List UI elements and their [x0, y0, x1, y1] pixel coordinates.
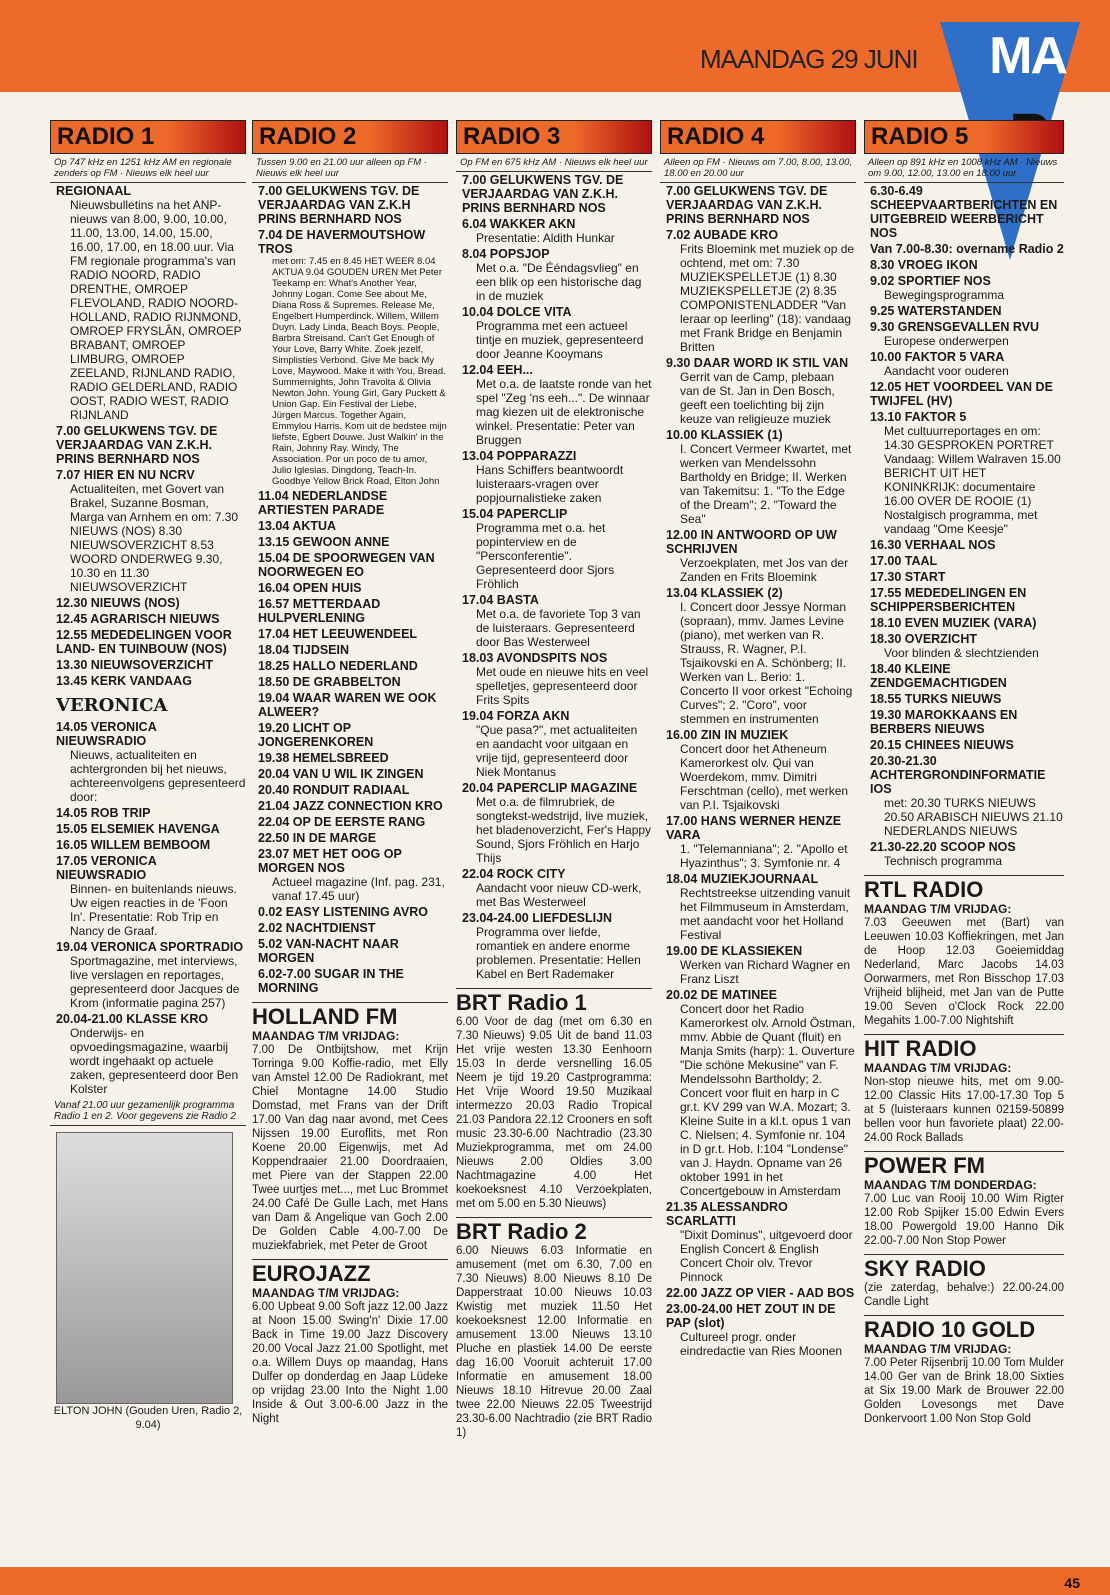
program-description: Nieuws, actualiteiten en achtergronden bij het nieuws, achtereenvolgens gepresenteerd door:: [70, 748, 246, 804]
program-title: 13.04 AKTUA: [258, 519, 337, 533]
program-entry: [660, 1199, 856, 1285]
program-title: 6.30-6.49 SCHEEPVAARTBERICHTEN EN UITGEBREID WEERBERICHT NOS: [870, 184, 1058, 240]
program-title: 16.57 METTERDAAD HULPVERLENING: [258, 597, 381, 625]
program-title: 17.30 START: [870, 570, 946, 584]
program-title: 21.30-22.20 SCOOP NOS: [870, 840, 1016, 854]
program-entry: [864, 753, 1064, 839]
column-header: [864, 120, 1064, 154]
program-title: 18.04 MUZIEKJOURNAAL: [666, 872, 819, 886]
program-entry: [252, 920, 448, 936]
program-description: Actualiteiten, met Govert van Brakel, Suzanne Bosman, Marga van Arnhem en om: 7.30 NIEUWS (NOS) 8.30 NIEUWSOVERZICHT 8.53 WOORD ONDERWEG 9.30, 10.30 en 11.30 NIEUWSOVERZICHT: [70, 482, 239, 594]
program-title: 13.45 KERK VANDAAG: [56, 674, 192, 688]
station-info: Op FM en 675 kHz AM · Nieuws elk heel uur: [456, 154, 652, 172]
program-entry: [456, 448, 652, 506]
program-entry: [456, 246, 652, 304]
station-title: BRT Radio 1: [456, 988, 652, 1015]
program-entry: [864, 615, 1064, 631]
station-schedule: 6.00 Nieuws 6.03 Informatie en amusement (met om 6.30, 7.00 en 7.30 Nieuws) 8.00 Nieuws 8.10 De Dapperstraat 10.00 Nieuws 10.03 Kwistig met muziek 11.50 Het koekoeksnest 12.00 Informatie en amusement 13.00 Nieuws 13.10 Pluche en plastiek 14.00 De eerste dag 16.00 Vooruit achteruit 17.00 Informatie en amusement 18.00 Nieuws 18.10 Hitrevue 20.00 Zaal twee 22.00 Nieuws 22.05 Tweestrijd 23.30-6.00 Nachtradio (zie BRT Radio 1): [456, 1245, 652, 1439]
program-title: 18.30 OVERZICHT: [870, 632, 977, 646]
program-description: Binnen- en buitenlands nieuws. Uw eigen reacties in de 'Foon In'. Presentatie: Rob Trip en Nancy de Graaf.: [70, 882, 237, 938]
program-entry: [864, 707, 1064, 737]
program-description: Met oude en nieuwe hits en veel spelletjes, gepresenteerd door Frits Spits: [476, 665, 649, 707]
program-entry: [864, 661, 1064, 691]
column-title: RADIO 1: [57, 123, 155, 150]
program-description: Concert door het Radio Kamerorkest olv. Arnold Östman, mmv. Abbie de Quant (fluit) en Manja Smits (harp): 1. Ouverture "Die schöne Mekusine" van F. Mendelssohn Bartholdy; 2. Concert voor fluit en harp in C gr.t. KV 299 van W.A. Mozart; 3. Kleine Suite in a kl.t. opus 1 van C. Nielsen; 4. Symfonie nr. 104 in D gr.t. Hob. I:104 "Londense" van J. Haydn. Opname van 26 oktober 1991 in het Concertgebouw in Amsterdam: [680, 1002, 856, 1198]
program-title: 15.05 ELSEMIEK HAVENGA: [56, 822, 220, 836]
program-entry: [456, 866, 652, 910]
column-title: RADIO 5: [871, 123, 969, 150]
program-title: 12.45 AGRARISCH NIEUWS: [56, 612, 220, 626]
program-description: met: 20.30 TURKS NIEUWS 20.50 ARABISCH NIEUWS 21.10 NEDERLANDS NIEUWS: [884, 796, 1063, 838]
column-radio3: [456, 120, 652, 1440]
program-entry: [660, 727, 856, 813]
program-title: 9.02 SPORTIEF NOS: [870, 274, 991, 288]
program-title: 22.50 IN DE MARGE: [258, 831, 377, 845]
program-title: 17.04 HET LEEUWENDEEL: [258, 627, 418, 641]
program-entry: [50, 1011, 246, 1097]
photo-caption: ELTON JOHN (Gouden Uren, Radio 2, 9.04): [53, 1405, 243, 1431]
program-title: 10.00 KLASSIEK (1): [666, 428, 783, 442]
program-description: Onderwijs- en opvoedingsmagazine, waarbij wordt ingehaakt op actuele zaken, gepresenteerd door Ben Kolster: [70, 1026, 239, 1096]
program-title: 7.02 AUBADE KRO: [666, 228, 779, 242]
program-entry: [252, 966, 448, 996]
program-entry: [864, 379, 1064, 409]
program-entry: [252, 518, 448, 534]
station-schedule: 7.00 De Ontbijtshow, met Krijn Torringa 9.00 Koffie-radio, met Elly van Amstel 12.00 De Radiokrant, met Chiel Montagne 14.00 Studio Domstad, met Frans van der Drift 17.00 Van dag naar avond, met Cees Nijssen 19.00 Euroflits, met Ron Koene 20.00 Eigenwijs, met Ad Koppendraaier 21.00 Doordraaien, met Piere van der Stappen 22.00 Twee uurtjes met..., met Luc Brommet 24.00 Café De Gulle Lach, met Hans van Dam & Angelique van Goch 2.00 De Golden Cable 4.00-7.00 De muziekfabriek, met Peter de Groot: [252, 1044, 448, 1252]
program-title: 18.04 TIJDSEIN: [258, 643, 350, 657]
program-title: 9.25 WATERSTANDEN: [870, 304, 1002, 318]
program-entry: [864, 241, 1064, 257]
station-schedule-label: MAANDAG T/M VRIJDAG:: [252, 1029, 400, 1043]
program-title: 14.05 ROB TRIP: [56, 806, 151, 820]
column-radio4: [660, 120, 856, 1359]
program-entry: [660, 943, 856, 987]
program-description: Met cultuurreportages en om: 14.30 GESPROKEN PORTRET Vandaag: Willem Walraven 15.00 BERICHT UIT HET KONINKRIJK: documentaire 16.00 OVER DE ROOIE (1) Nostalgisch programma, met vandaag "Ome Keesje": [884, 424, 1061, 536]
station-schedule-label: MAANDAG T/M VRIJDAG:: [252, 1286, 400, 1300]
program-title: 22.04 OP DE EERSTE RANG: [258, 815, 426, 829]
program-description: Technisch programma: [884, 854, 1003, 868]
program-description: Concert door het Atheneum Kamerorkest olv. Qui van Woerdekom, mmv. Dimitri Ferschtman (cello), met werken van P.I. Tsjaikovski: [680, 742, 849, 812]
program-entry: [660, 585, 856, 727]
program-title: 10.00 FAKTOR 5 VARA: [870, 350, 1005, 364]
program-title: 18.25 HALLO NEDERLAND: [258, 659, 418, 673]
program-title: 5.02 VAN-NACHT NAAR MORGEN: [258, 937, 399, 965]
program-title: 2.02 NACHTDIENST: [258, 921, 376, 935]
program-title: 7.07 HIER EN NU NCRV: [56, 468, 195, 482]
program-description: Met o.a. de laatste ronde van het spel "Zeg 'ns eeh...". De winnaar mag kiezen uit de elektronische winkel. Presentatie: Peter van Bruggen: [476, 377, 652, 447]
program-title: 18.50 DE GRABBELTON: [258, 675, 401, 689]
program-title: 20.04 VAN U WIL IK ZINGEN: [258, 767, 424, 781]
program-entry: [864, 349, 1064, 379]
program-entry: [50, 467, 246, 595]
column-header: [252, 120, 448, 154]
station-schedule: 6.00 Voor de dag (met om 6.30 en 7.30 Nieuws) 9.05 Uit de band 11.03 Het vrije westen 13.30 Eenhoorn 15.03 In derde versnelling 16.05 Neem je tijd 19.20 Castprogramma: Het Vrije Woord 19.50 Muzikaal intermezzo 20.03 Radio Tropical 21.03 Pandora 22.12 Crooners en soft music 23.30-6.00 Nachtradio (23.30 Muziekprogramma, met om 24.00 Nieuws 2.00 Oldies 3.00 Nachtmagazine 4.00 Het koekoeksnest 4.10 Verzoekplaten, met om 5.00 en 5.30 Nieuws): [456, 1016, 652, 1210]
program-description: Programma over liefde, romantiek en andere enorme problemen. Presentatie: Hellen Kabel en Bert Rademaker: [476, 925, 641, 981]
section-tab-label: MA: [989, 27, 1066, 85]
program-title: 7.00 GELUKWENS TGV. DE VERJAARDAG VAN Z.K.H. PRINS BERNHARD NOS: [462, 173, 624, 215]
program-entry: [864, 585, 1064, 615]
program-title: 9.30 GRENSGEVALLEN RVU: [870, 320, 1040, 334]
column-title: RADIO 4: [667, 123, 765, 150]
program-description: Met o.a. de favoriete Top 3 van de luisteraars. Gepresenteerd door Bas Westerweel: [476, 607, 641, 649]
program-title: 23.00-24.00 HET ZOUT IN DE PAP (slot): [666, 1302, 836, 1330]
program-entry: [50, 657, 246, 673]
column-header: [50, 120, 246, 154]
program-title: 23.07 MET HET OOG OP MORGEN NOS: [258, 847, 402, 875]
program-entry: [50, 805, 246, 821]
program-entry: [864, 303, 1064, 319]
station-title: SKY RADIO: [864, 1254, 1064, 1281]
column-radio2: [252, 120, 448, 1426]
program-entry: [252, 830, 448, 846]
program-title: 8.30 VROEG IKON: [870, 258, 978, 272]
program-title: 20.02 DE MATINEE: [666, 988, 777, 1002]
program-title: 12.04 EEH...: [462, 363, 533, 377]
program-title: 13.04 POPPARAZZI: [462, 449, 577, 463]
station-title: EUROJAZZ: [252, 1259, 448, 1286]
program-entry: [660, 1301, 856, 1359]
program-entry: [864, 691, 1064, 707]
program-entry: [456, 362, 652, 448]
station-schedule-label: MAANDAG T/M DONDERDAG:: [864, 1178, 1037, 1192]
program-title: 16.05 WILLEM BEMBOOM: [56, 838, 211, 852]
program-description: "Que pasa?", met actualiteiten en aandacht voor uitgaan en vrije tijd, gepresenteerd door Niek Montanus: [476, 723, 638, 779]
program-title: 23.04-24.00 LIEFDESLIJN: [462, 911, 613, 925]
program-entry: [50, 183, 246, 423]
program-title: 13.04 KLASSIEK (2): [666, 586, 783, 600]
station-schedule: 7.03 Geeuwen met (Bart) van Leeuwen 10.03 Koffiekringen, met Jan de Hoop 12.03 Goeiemiddag Nederland, Marc Jacobs 14.03 Oorwarmers, met Ron Bisschop 17.03 Vrijheid blijheid, met Jan van de Putte 19.00 Seven o'Clock Rock 22.00 Megahits 1.00-7.00 Nightshift: [864, 917, 1064, 1027]
station-title: HOLLAND FM: [252, 1002, 448, 1029]
bottom-band: [0, 1567, 1110, 1595]
program-description: I. Concert door Jessye Norman (sopraan), mmv. James Levine (piano), met werken van R. Strauss, R. Wagner, P.I. Tsjaikovski en A. Schönberg; II. Werken van L. Berio: 1. Concerto II voor orkest "Echoing Curves"; 2. "Coro", voor stemmen en instrumenten: [680, 600, 853, 726]
program-entry: [252, 766, 448, 782]
station-schedule-label: MAANDAG T/M VRIJDAG:: [864, 1342, 1012, 1356]
program-title: 17.04 BASTA: [462, 593, 539, 607]
station-info: Alleen op FM · Nieuws om 7.00, 8.00, 13.00, 18.00 en 20.00 uur: [660, 154, 856, 183]
program-entry: [456, 172, 652, 216]
program-entry: [252, 580, 448, 596]
program-entry: [864, 183, 1064, 241]
program-title: 16.04 OPEN HUIS: [258, 581, 362, 595]
program-title: Van 7.00-8.30: overname Radio 2: [870, 242, 1064, 256]
program-title: 19.20 LICHT OP JONGERENKOREN: [258, 721, 374, 749]
program-entry: [252, 596, 448, 626]
program-entry: [456, 650, 652, 708]
program-entry: [252, 720, 448, 750]
program-title: 18.10 EVEN MUZIEK (VARA): [870, 616, 1037, 630]
program-title: 20.04-21.00 KLASSE KRO: [56, 1012, 209, 1026]
program-entry: [252, 904, 448, 920]
program-entry: [864, 631, 1064, 661]
program-entry: [50, 673, 246, 689]
program-entry: [252, 814, 448, 830]
program-entry: [252, 750, 448, 766]
program-entry: [660, 813, 856, 871]
program-title: 20.04 PAPERCLIP MAGAZINE: [462, 781, 638, 795]
program-entry: [456, 216, 652, 246]
program-description: Programma met o.a. het popinterview en de "Persconferentie". Gepresenteerd door Sjors Fröhlich: [476, 521, 615, 591]
program-title: 13.10 FAKTOR 5: [870, 410, 967, 424]
schedule-note: Vanaf 21.00 uur gezamenlijk programma Radio 1 en 2. Voor gegevens zie Radio 2: [50, 1097, 246, 1126]
program-title: 15.04 PAPERCLIP: [462, 507, 568, 521]
station-title: POWER FM: [864, 1151, 1064, 1178]
program-entry: [252, 674, 448, 690]
program-entry: [660, 1285, 856, 1301]
program-description: Met o.a. de filmrubriek, de songtekst-wedstrijd, live muziek, het bladenoverzicht, Fer's Happy Sound, Sjors Fröhlich en Harjo Thijs: [476, 795, 652, 865]
column-header: [660, 120, 856, 154]
program-description: Sportmagazine, met interviews, live verslagen en reportages, gepresenteerd door Jacques de Krom (informatie pagina 257): [70, 954, 240, 1010]
program-entry: [660, 183, 856, 227]
program-description: Aandacht voor nieuw CD-werk, met Bas Westerweel: [476, 881, 642, 909]
program-title: 18.55 TURKS NIEUWS: [870, 692, 1002, 706]
program-description: Europese onderwerpen: [884, 334, 1009, 348]
program-title: 20.15 CHINEES NIEUWS: [870, 738, 1014, 752]
station-info: Alleen op 891 kHz en 1008 kHz AM · Nieuws om 9.00, 12.00, 13.00 en 18.00 uur: [864, 154, 1064, 183]
program-entry: [50, 853, 246, 939]
program-title: 16.30 VERHAAL NOS: [870, 538, 996, 552]
program-entry: [864, 737, 1064, 753]
program-title: 8.04 POPSJOP: [462, 247, 550, 261]
program-entry: [252, 534, 448, 550]
program-entry: [864, 273, 1064, 303]
program-description: Hans Schiffers beantwoordt luisteraars-vragen over popjournalistieke zaken: [476, 463, 624, 505]
program-title: 17.00 HANS WERNER HENZE VARA: [666, 814, 842, 842]
program-entry: [50, 821, 246, 837]
program-entry: [456, 506, 652, 592]
station-schedule: 6.00 Upbeat 9.00 Soft jazz 12.00 Jazz at Noon 15.00 Swing'n' Dixie 17.00 Back in Time 19.00 Jazz Discovery 20.00 Vocal Jazz 21.00 Spotlight, met o.a. Willem Duys op maandag, Hans Dulfer op donderdag en Jaap Lüdeke op vrijdag 23.00 Into the Night 1.00 Inside & Out 3.00-6.00 Jazz in the Night: [252, 1301, 448, 1425]
program-entry: [864, 319, 1064, 349]
program-title: 22.00 JAZZ OP VIER - AAD BOS: [666, 1286, 855, 1300]
program-description: Verzoekplaten, met Jos van der Zanden en Frits Bloemink: [680, 556, 849, 584]
program-title: 16.00 ZIN IN MUZIEK: [666, 728, 789, 742]
program-entry: [50, 837, 246, 853]
column-header: [456, 120, 652, 154]
program-entry: [864, 569, 1064, 585]
program-title: 17.00 TAAL: [870, 554, 938, 568]
program-title: 7.00 GELUKWENS TGV. DE VERJAARDAG VAN Z.K.H. PRINS BERNHARD NOS: [666, 184, 828, 226]
station-schedule: Non-stop nieuwe hits, met om 9.00-12.00 Classic Hits 17.00-17.30 Top 5 at 5 (luisteraars kunnen 02159-50899 bellen voor hun favoriete plaat) 22.00-24.00 Rock Ballads: [864, 1076, 1064, 1144]
program-entry: [660, 227, 856, 355]
program-entry: [50, 423, 246, 467]
program-description: Rechtstreekse uitzending vanuit het Filmmuseum in Amsterdam, met aandacht voor het Holland Festival: [680, 886, 851, 942]
program-description: Programma met een actueel tintje en muziek, gepresenteerd door Jeanne Kooymans: [476, 319, 644, 361]
program-description: Frits Bloemink met muziek op de ochtend, met om: 7.30 MUZIEKSPELLETJE (1) 8.30 MUZIEKSPELLETJE (2) 8.35 COMPONISTENLADDER "Van leraar op leerling" (18): vandaag met Frank Bridge en Benjamin Britten: [680, 242, 855, 354]
program-entry: [252, 550, 448, 580]
program-description: Met o.a. "De Ééndagsvlieg" en een blik op een historische dag in de muziek: [476, 261, 642, 303]
program-entry: [252, 798, 448, 814]
program-title: 6.02-7.00 SUGAR IN THE MORNING: [258, 967, 404, 995]
program-title: 20.40 RONDUIT RADIAAL: [258, 783, 410, 797]
program-title: 19.04 WAAR WAREN WE OOK ALWEER?: [258, 691, 437, 719]
program-entry: [50, 611, 246, 627]
program-title: 19.04 FORZA AKN: [462, 709, 570, 723]
program-description: I. Concert Vermeer Kwartet, met werken van Mendelssohn Bartholdy en Bridge; II. Werken van Takemitsu: 1. "To the Edge of the Dream"; 2. "Toward the Sea": [680, 442, 852, 526]
program-entry: [864, 257, 1064, 273]
program-entry: [252, 690, 448, 720]
program-entry: [456, 592, 652, 650]
program-title: 7.04 DE HAVERMOUTSHOW TROS: [258, 228, 426, 256]
station-schedule-label: MAANDAG T/M VRIJDAG:: [864, 902, 1012, 916]
program-entry: [252, 488, 448, 518]
program-entry: [660, 427, 856, 527]
program-description: Actueel magazine (Inf. pag. 231, vanaf 17.45 uur): [272, 875, 445, 903]
station-schedule: 7.00 Luc van Rooij 10.00 Wim Rigter 12.00 Rob Spijker 15.00 Edwin Evers 18.00 Powergold 19.00 Hanno Dik 22.00-7.00 Non Stop Power: [864, 1193, 1064, 1247]
program-title: 19.38 HEMELSBREED: [258, 751, 389, 765]
program-entry: [864, 553, 1064, 569]
program-entry: [50, 627, 246, 657]
station-info: Tussen 9.00 en 21.00 uur alleen op FM · Nieuws elk heel uur: [252, 154, 448, 183]
program-title: 14.05 VERONICA NIEUWSRADIO: [56, 720, 157, 748]
program-description: "Dixit Dominus", uitgevoerd door English Concert & English Concert Choir olv. Trevor Pinnock: [680, 1228, 853, 1284]
column-title: RADIO 3: [463, 123, 561, 150]
program-title: 19.04 VERONICA SPORTRADIO: [56, 940, 244, 954]
veronica-logo: VERONICA: [56, 695, 168, 716]
program-description: Aandacht voor ouderen: [884, 364, 1009, 378]
program-entry: [50, 595, 246, 611]
program-entry: [252, 642, 448, 658]
program-entry: [252, 658, 448, 674]
program-entry: [252, 183, 448, 227]
program-title: 18.40 KLEINE ZENDGEMACHTIGDEN: [870, 662, 1007, 690]
elton-john-photo: [56, 1132, 233, 1404]
program-title: 9.30 DAAR WORD IK STIL VAN: [666, 356, 849, 370]
program-entry: [456, 708, 652, 780]
program-title: 6.04 WAKKER AKN: [462, 217, 576, 231]
program-description: Gerrit van de Camp, plebaan van de St. Jan in Den Bosch, geeft een toelichting bij zijn keuze van religieuze muziek: [680, 370, 835, 426]
program-entry: [660, 871, 856, 943]
program-entry: [252, 846, 448, 904]
program-entry: [252, 782, 448, 798]
program-title: 11.04 NEDERLANDSE ARTIESTEN PARADE: [258, 489, 388, 517]
program-title: REGIONAAL: [56, 184, 131, 198]
program-entry: [660, 527, 856, 585]
program-entry: [252, 626, 448, 642]
program-title: 18.03 AVONDSPITS NOS: [462, 651, 608, 665]
program-title: 20.30-21.30 ACHTERGRONDINFORMATIE IOS: [870, 754, 1046, 796]
column-radio5: [864, 120, 1064, 1426]
program-title: 10.04 DOLCE VITA: [462, 305, 572, 319]
program-title: 15.04 DE SPOORWEGEN VAN NOORWEGEN EO: [258, 551, 435, 579]
station-info: Op 747 kHz en 1251 kHz AM en regionale zenders op FM · Nieuws elk heel uur: [50, 154, 246, 183]
program-description: Presentatie: Aldith Hunkar: [476, 231, 615, 245]
station-schedule: (zie zaterdag, behalve:) 22.00-24.00 Candle Light: [864, 1282, 1064, 1308]
program-description: Werken van Richard Wagner en Franz Liszt: [680, 958, 851, 986]
station-schedule: 7.00 Peter Rijsenbrij 10.00 Tom Mulder 14.00 Ger van de Brink 18.00 Sixties at Six 19.00 Mark de Brouwer 22.00 Golden Lovesongs met Dave Donkervoort 1.00 Non Stop Gold: [864, 1357, 1064, 1425]
station-schedule-label: MAANDAG T/M VRIJDAG:: [864, 1061, 1012, 1075]
program-description: Voor blinden & slechtzienden: [884, 646, 1039, 660]
program-entry: [864, 537, 1064, 553]
program-entry: [50, 719, 246, 805]
program-title: 19.30 MAROKKAANS EN BERBERS NIEUWS: [870, 708, 1018, 736]
program-title: 21.04 JAZZ CONNECTION KRO: [258, 799, 443, 813]
program-title: 12.05 HET VOORDEEL VAN DE TWIJFEL (HV): [870, 380, 1053, 408]
program-entry: [864, 839, 1064, 869]
program-description: Nieuwsbulletins na het ANP-nieuws van 8.00, 9.00, 10.00, 11.00, 13.00, 14.00, 15.00, 16.00, 17.00, en 18.00 uur. Via FM regionale programma's van RADIO NOORD, RADIO DRENTHE, OMROEP FLEVOLAND, RADIO NOORD-HOLLAND, RADIO RIJNMOND, OMROEP FRYSLÂN, OMROEP BRABANT, OMROEP LIMBURG, OMROEP ZEELAND, RIJNLAND RADIO, RADIO GELDERLAND, RADIO OOST, RADIO WEST, RADIO RIJNLAND: [70, 198, 242, 422]
program-entry: [864, 409, 1064, 537]
program-description: 1. "Telemanniana"; 2. "Apollo et Hyazinthus"; 3. Symfonie nr. 4: [680, 842, 848, 870]
program-title: 12.55 MEDEDELINGEN VOOR LAND- EN TUINBOUW (NOS): [56, 628, 232, 656]
program-title: 13.15 GEWOON ANNE: [258, 535, 390, 549]
program-entry: [456, 304, 652, 362]
program-entry: [660, 355, 856, 427]
program-title: 0.02 EASY LISTENING AVRO: [258, 905, 428, 919]
program-description: Cultureel progr. onder eindredactie van Ries Moonen: [680, 1330, 843, 1358]
page-number: 45: [1064, 1575, 1080, 1591]
program-title: 12.00 IN ANTWOORD OP UW SCHRIJVEN: [666, 528, 837, 556]
program-title: 19.00 DE KLASSIEKEN: [666, 944, 803, 958]
station-title: RTL RADIO: [864, 875, 1064, 902]
column-radio1: [50, 120, 246, 1432]
program-title: 13.30 NIEUWSOVERZICHT: [56, 658, 213, 672]
program-description: Bewegingsprogramma: [884, 288, 1005, 302]
program-entry: [660, 987, 856, 1199]
program-title: 21.35 ALESSANDRO SCARLATTI: [666, 1200, 788, 1228]
program-entry: [50, 939, 246, 1011]
program-description: met om: 7.45 en 8.45 HET WEER 8.04 AKTUA 9.04 GOUDEN UREN Met Peter Teekamp en: What's Another Year, Johnny Logan. Come See about Me, Diana Ross & Supremes. Release Me, Engelbert Humperdinck. Willem, Willem Duyn. Lady Linda, Beach Boys. People, Barbra Streisand. Can't Get Enough of Your Love, Barry White. Zoek jezelf, Simplisties Verbond. Give Me back My Love, Maywood. Make it with You, Bread. Summernights, John Travolta & Olivia Newton John. Young Girl, Gary Puckett & Union Gap. Ein Festival der Liebe, Jürgen Marcus. Together Again, Emmylou Harris. Kom uit de bedstee mijn liefste, Egbert Douwe. Just Walkin' in the Rain, Johnny Ray. Windy, The Association. Por un poco de tu amor, Julio Iglesias. Dingdong, Teach-In. Goodbye Yellow Brick Road, Elton John: [272, 256, 447, 487]
column-title: RADIO 2: [259, 123, 357, 150]
station-title: BRT Radio 2: [456, 1217, 652, 1244]
station-title: RADIO 10 GOLD: [864, 1315, 1064, 1342]
program-title: 22.04 ROCK CITY: [462, 867, 566, 881]
station-title: HIT RADIO: [864, 1034, 1064, 1061]
program-title: 7.00 GELUKWENS TGV. DE VERJAARDAG VAN Z.K.H. PRINS BERNHARD NOS: [56, 424, 218, 466]
page-date: MAANDAG 29 JUNI: [700, 44, 918, 74]
program-title: 17.05 VERONICA NIEUWSRADIO: [56, 854, 157, 882]
program-title: 17.55 MEDEDELINGEN EN SCHIPPERSBERICHTEN: [870, 586, 1027, 614]
program-entry: [456, 780, 652, 866]
program-entry: [252, 227, 448, 488]
program-entry: [252, 936, 448, 966]
program-title: 7.00 GELUKWENS TGV. DE VERJAARDAG VAN Z.K.H PRINS BERNHARD NOS: [258, 184, 420, 226]
program-title: 12.30 NIEUWS (NOS): [56, 596, 180, 610]
program-entry: [456, 910, 652, 982]
